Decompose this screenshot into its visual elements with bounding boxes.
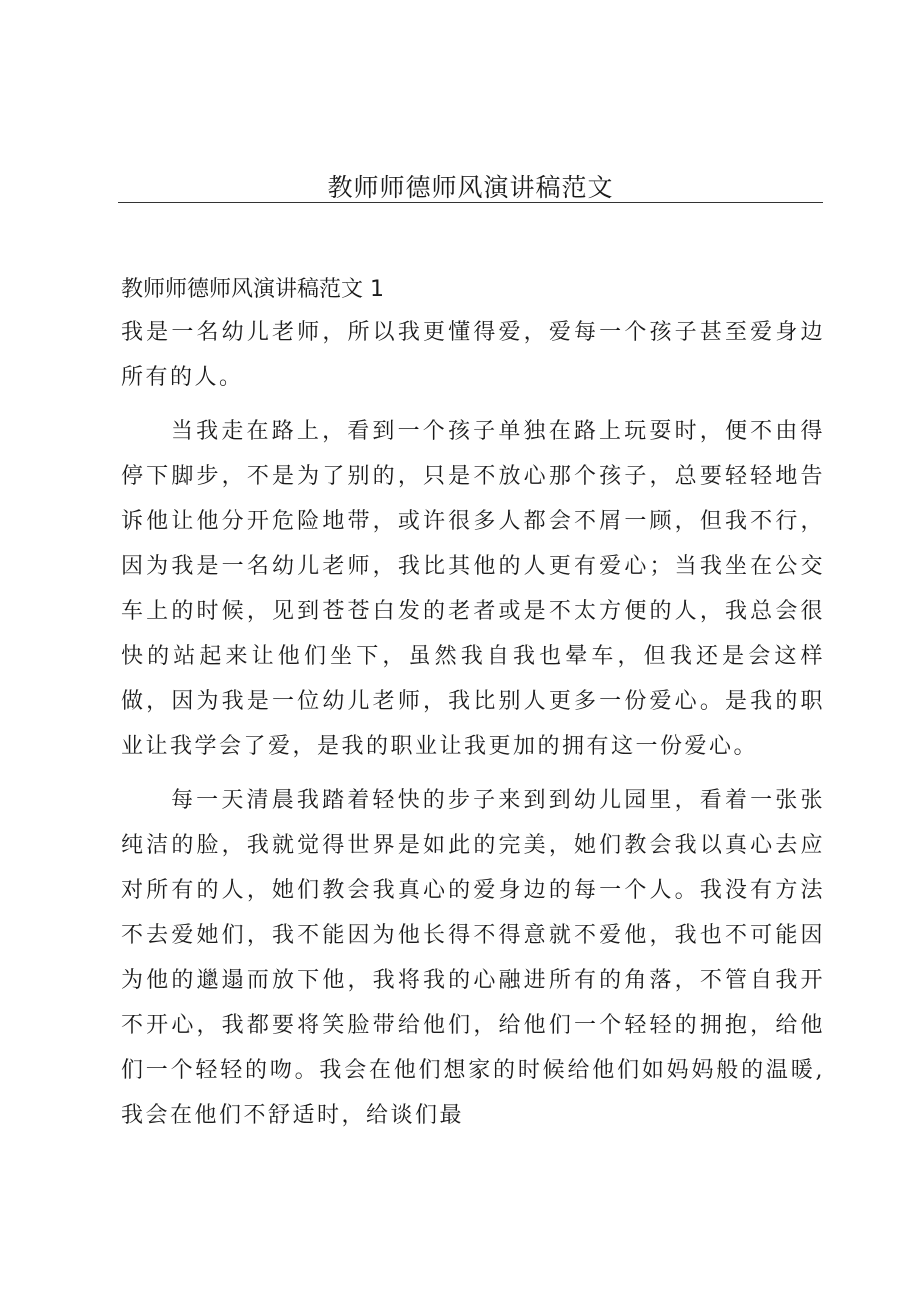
paragraph-3: 每一天清晨我踏着轻快的步子来到到幼儿园里，看着一张张纯洁的脸，我就觉得世界是如此的完美，她们教会我以真心去应对所有的人，她们教会我真心的爱身边的每一个人。我没有方法不去爱她们，我不能因为他长得不得意就不爱他，我也不可能因为他的邋遢而放下他，我将我的心融进所有的角落，不管自我开不开心，我都要将笑脸带给他们，给他们一个轻轻的拥抱，给他们一个轻轻的吻。我会在他们想家的时候给他们如妈妈般的温暖,我会在他们不舒适时，给谈们最 (121, 788, 825, 1128)
document-title: 教师师德师风演讲稿范文 (327, 173, 614, 202)
paragraph-1: 我是一名幼儿老师，所以我更懂得爱，爱每一个孩子甚至爱身边所有的人。 (121, 320, 825, 390)
title-underline (118, 202, 823, 203)
section-heading: 教师师德师风演讲稿范文 1 (121, 277, 384, 302)
document-body (121, 274, 825, 1138)
paragraph-2: 当我走在路上，看到一个孩子单独在路上玩耍时，便不由得停下脚步，不是为了别的，只是不放心那个孩子，总要轻轻地告诉他让他分开危险地带，或许很多人都会不屑一顾，但我不行，因为我是一名幼儿老师，我比其他的人更有爱心；当我坐在公交车上的时候，见到苍苍白发的老者或是不太方便的人，我总会很快的站起来让他们坐下，虽然我自我也晕车，但我还是会这样做，因为我是一位幼儿老师，我比别人更多一份爱心。是我的职业让我学会了爱，是我的职业让我更加的拥有这一份爱心。 (121, 419, 825, 759)
